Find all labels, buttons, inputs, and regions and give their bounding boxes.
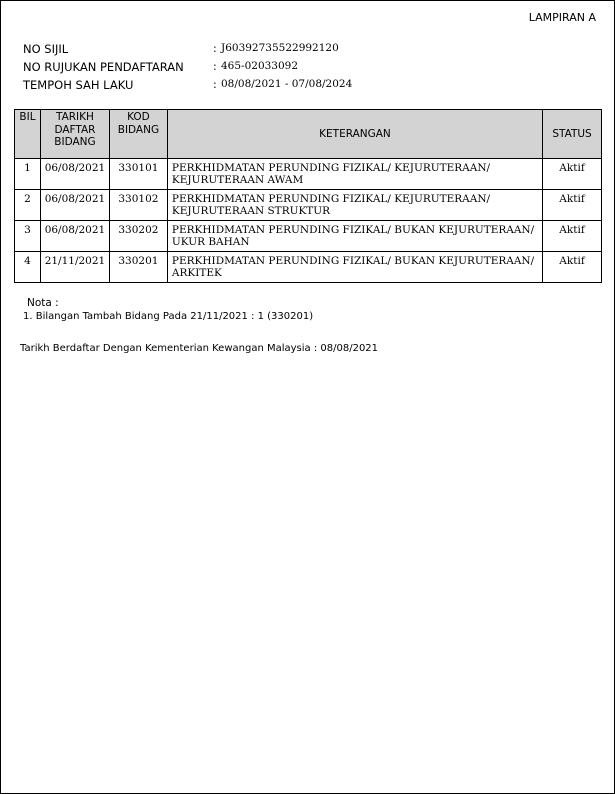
- cell-kod: 330202: [109, 221, 167, 252]
- col-header-tarikh-line2: DAFTAR: [54, 123, 96, 136]
- col-header-keterangan: KETERANGAN: [167, 110, 542, 159]
- table-row: [15, 159, 602, 190]
- cell-kod: 330101: [109, 159, 167, 190]
- nota-item: 1. Bilangan Tambah Bidang Pada 21/11/2021 : 1 (330201): [23, 311, 314, 322]
- keterangan-line1: PERKHIDMATAN PERUNDING FIZIKAL/ KEJURUTERAAN/: [171, 162, 491, 174]
- keterangan-line2: ARKITEK: [171, 267, 222, 279]
- cell-bil: 4: [15, 252, 41, 283]
- col-header-status: STATUS: [543, 110, 602, 159]
- keterangan-line1: PERKHIDMATAN PERUNDING FIZIKAL/ BUKAN KEJURUTERAAN/: [171, 224, 535, 236]
- keterangan-line2: KEJURUTERAAN AWAM: [171, 174, 304, 186]
- nota-title: Nota :: [27, 297, 59, 309]
- cell-kod: 330201: [109, 252, 167, 283]
- col-header-kod: [109, 110, 167, 159]
- cell-bil: 1: [15, 159, 41, 190]
- no-rujukan-colon: :: [213, 60, 217, 73]
- bidang-table: [14, 109, 602, 283]
- tempoh-value: 08/08/2021 - 07/08/2024: [221, 78, 353, 90]
- keterangan-line1: PERKHIDMATAN PERUNDING FIZIKAL/ BUKAN KEJURUTERAAN/: [171, 255, 535, 267]
- col-header-kod-line2: BIDANG: [117, 123, 160, 136]
- cell-keterangan: [167, 190, 542, 221]
- keterangan-line2: UKUR BAHAN: [171, 236, 250, 248]
- keterangan-line1: PERKHIDMATAN PERUNDING FIZIKAL/ KEJURUTERAAN/: [171, 193, 491, 205]
- table-row: [15, 252, 602, 283]
- cell-keterangan: [167, 221, 542, 252]
- cell-status: Aktif: [543, 159, 602, 190]
- tempoh-colon: :: [213, 78, 217, 91]
- cell-kod: 330102: [109, 190, 167, 221]
- keterangan-line2: KEJURUTERAAN STRUKTUR: [171, 205, 331, 217]
- cell-bil: 2: [15, 190, 41, 221]
- tempoh-label: TEMPOH SAH LAKU: [23, 78, 134, 92]
- tarikh-berdaftar: Tarikh Berdaftar Dengan Kementerian Kewangan Malaysia : 08/08/2021: [20, 343, 379, 354]
- cell-status: Aktif: [543, 252, 602, 283]
- no-rujukan-label: NO RUJUKAN PENDAFTARAN: [23, 60, 184, 74]
- cell-tarikh: 06/08/2021: [40, 221, 109, 252]
- cell-bil: 3: [15, 221, 41, 252]
- no-sijil-value: J60392735522992120: [221, 42, 339, 54]
- cell-keterangan: [167, 252, 542, 283]
- lampiran-label: LAMPIRAN A: [528, 11, 596, 24]
- col-header-tarikh-line3: BIDANG: [54, 136, 96, 148]
- no-sijil-label: NO SIJIL: [23, 42, 69, 56]
- table-header-row: [15, 110, 602, 159]
- cell-status: Aktif: [543, 221, 602, 252]
- col-header-bil: BIL: [15, 110, 41, 159]
- cell-tarikh: 21/11/2021: [40, 252, 109, 283]
- cell-tarikh: 06/08/2021: [40, 159, 109, 190]
- cell-keterangan: [167, 159, 542, 190]
- table-row: [15, 190, 602, 221]
- cell-status: Aktif: [543, 190, 602, 221]
- cell-tarikh: 06/08/2021: [40, 190, 109, 221]
- col-header-tarikh: [40, 110, 109, 159]
- no-rujukan-value: 465-02033092: [221, 60, 299, 72]
- table-row: [15, 221, 602, 252]
- col-header-tarikh-line1: TARIKH: [55, 111, 94, 123]
- col-header-kod-line1: KOD: [127, 111, 150, 123]
- no-sijil-colon: :: [213, 42, 217, 55]
